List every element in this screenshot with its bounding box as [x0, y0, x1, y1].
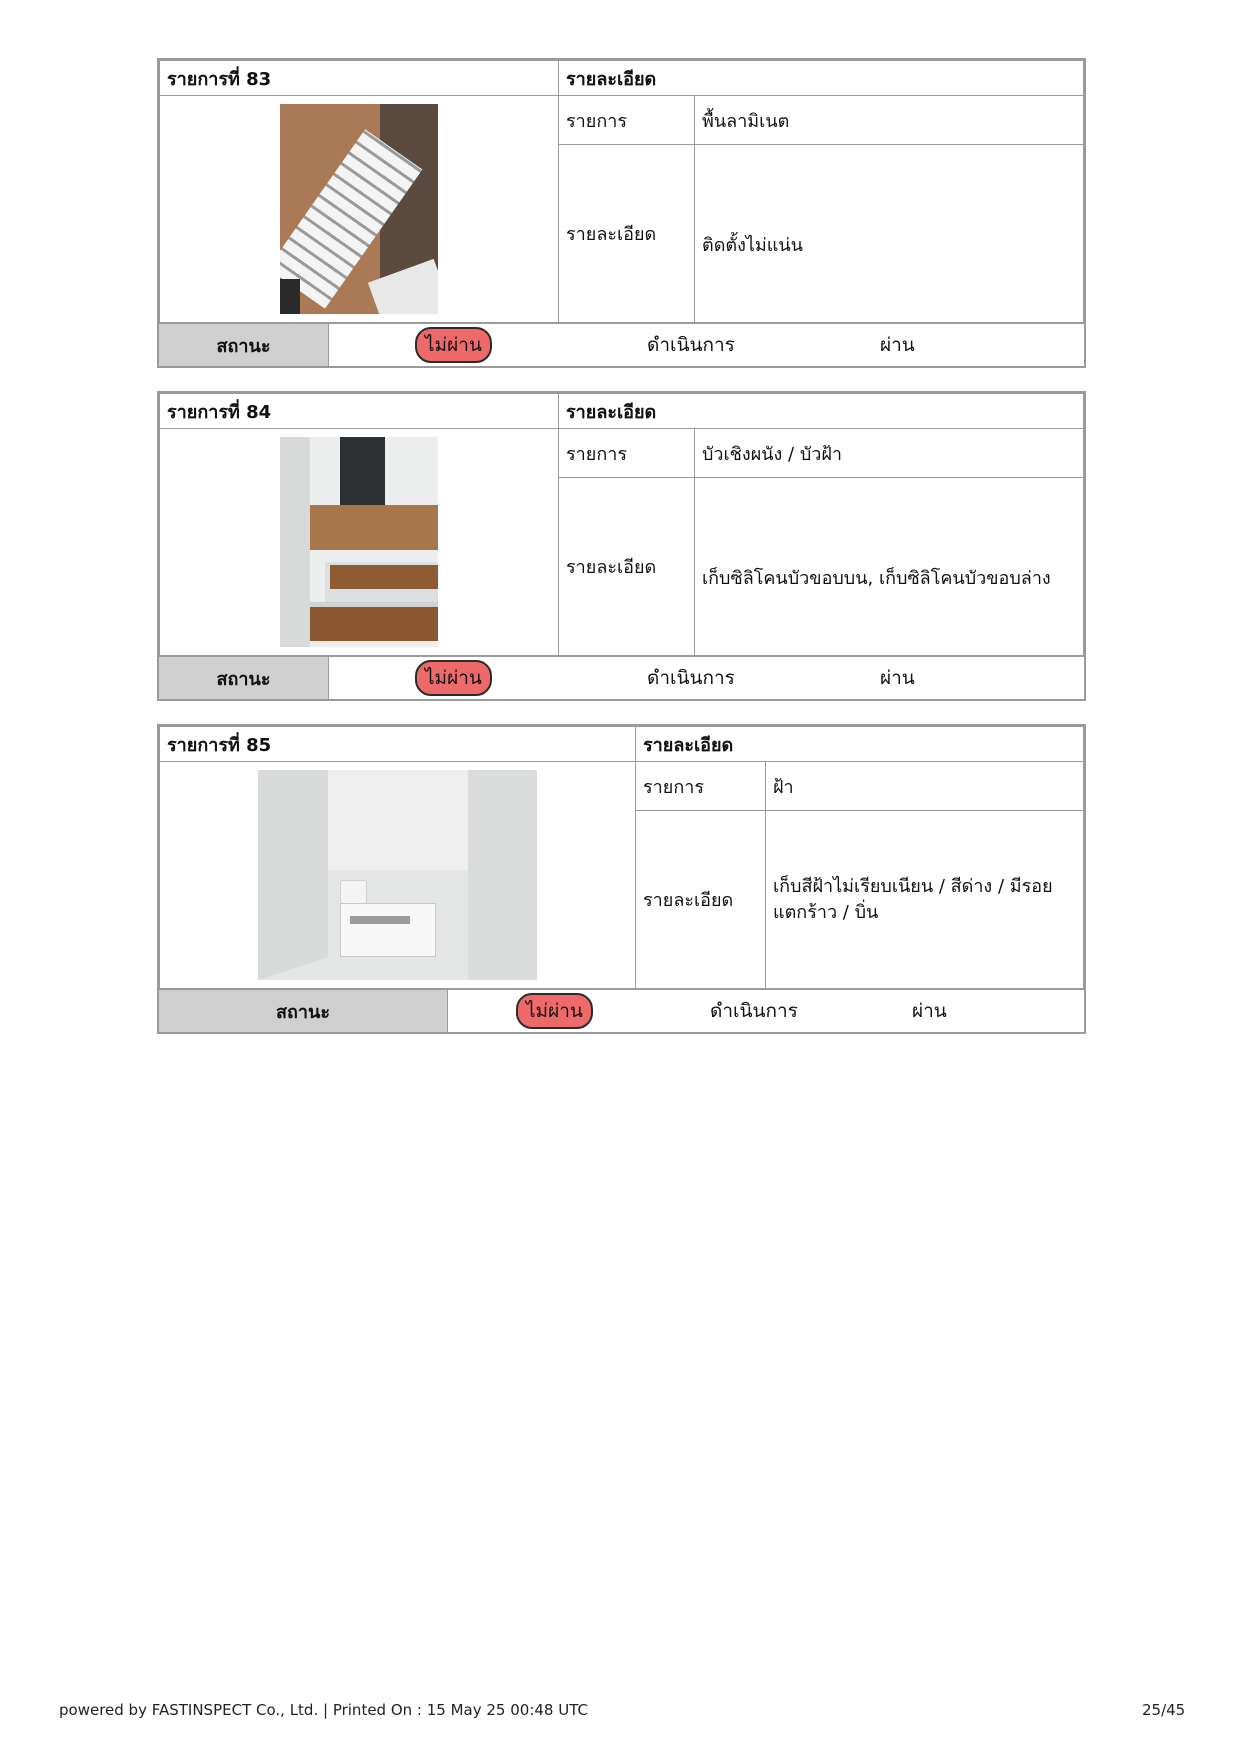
photo-cell	[160, 96, 559, 323]
status-options	[448, 990, 1084, 1032]
inspection-item-83	[157, 58, 1086, 368]
status-row	[159, 323, 1084, 366]
inspection-item-84	[157, 391, 1086, 701]
details-header: รายละเอียด	[559, 394, 1084, 429]
item-table	[159, 60, 1084, 323]
detail-value: ติดตั้งไม่แน่น	[695, 145, 1084, 323]
inspection-photo[interactable]	[280, 104, 438, 314]
status-pass-option[interactable]: ผ่าน	[912, 1000, 947, 1022]
inspection-photo[interactable]	[258, 770, 537, 980]
status-fail-option[interactable]: ไม่ผ่าน	[415, 660, 492, 696]
status-row	[159, 656, 1084, 699]
detail-label: รายละเอียด	[559, 145, 695, 323]
item-value: ฝ้า	[766, 762, 1084, 811]
page-number: 25/45	[1142, 1701, 1186, 1719]
status-row	[159, 989, 1084, 1032]
item-value: พื้นลามิเนต	[695, 96, 1084, 145]
detail-value: เก็บสีฝ้าไม่เรียบเนียน / สีด่าง / มีรอยแตกร้าว / บิ่น	[766, 811, 1084, 989]
item-number: รายการที่ 85	[160, 727, 636, 762]
inspection-photo[interactable]	[280, 437, 438, 647]
footer-printed-info: powered by FASTINSPECT Co., Ltd. | Printed On : 15 May 25 00:48 UTC	[59, 1701, 588, 1719]
status-in-progress-option[interactable]: ดำเนินการ	[647, 667, 735, 689]
status-in-progress-option[interactable]: ดำเนินการ	[710, 1000, 798, 1022]
status-pass-option[interactable]: ผ่าน	[880, 667, 915, 689]
detail-label: รายละเอียด	[636, 811, 766, 989]
status-fail-option[interactable]: ไม่ผ่าน	[516, 993, 593, 1029]
item-number: รายการที่ 83	[160, 61, 559, 96]
status-pass-option[interactable]: ผ่าน	[880, 334, 915, 356]
status-fail-option[interactable]: ไม่ผ่าน	[415, 327, 492, 363]
status-options	[329, 657, 1084, 699]
status-in-progress-option[interactable]: ดำเนินการ	[647, 334, 735, 356]
photo-cell	[160, 429, 559, 656]
item-number: รายการที่ 84	[160, 394, 559, 429]
item-table	[159, 726, 1084, 989]
item-label: รายการ	[636, 762, 766, 811]
item-value: บัวเชิงผนัง / บัวฝ้า	[695, 429, 1084, 478]
item-table	[159, 393, 1084, 656]
status-label: สถานะ	[159, 990, 448, 1032]
item-label: รายการ	[559, 96, 695, 145]
status-label: สถานะ	[159, 657, 329, 699]
detail-label: รายละเอียด	[559, 478, 695, 656]
item-label: รายการ	[559, 429, 695, 478]
inspection-item-85	[157, 724, 1086, 1034]
details-header: รายละเอียด	[559, 61, 1084, 96]
status-options	[329, 324, 1084, 366]
photo-cell	[160, 762, 636, 989]
detail-value: เก็บซิลิโคนบัวขอบบน, เก็บซิลิโคนบัวขอบล่าง	[695, 478, 1084, 656]
status-label: สถานะ	[159, 324, 329, 366]
details-header: รายละเอียด	[636, 727, 1084, 762]
